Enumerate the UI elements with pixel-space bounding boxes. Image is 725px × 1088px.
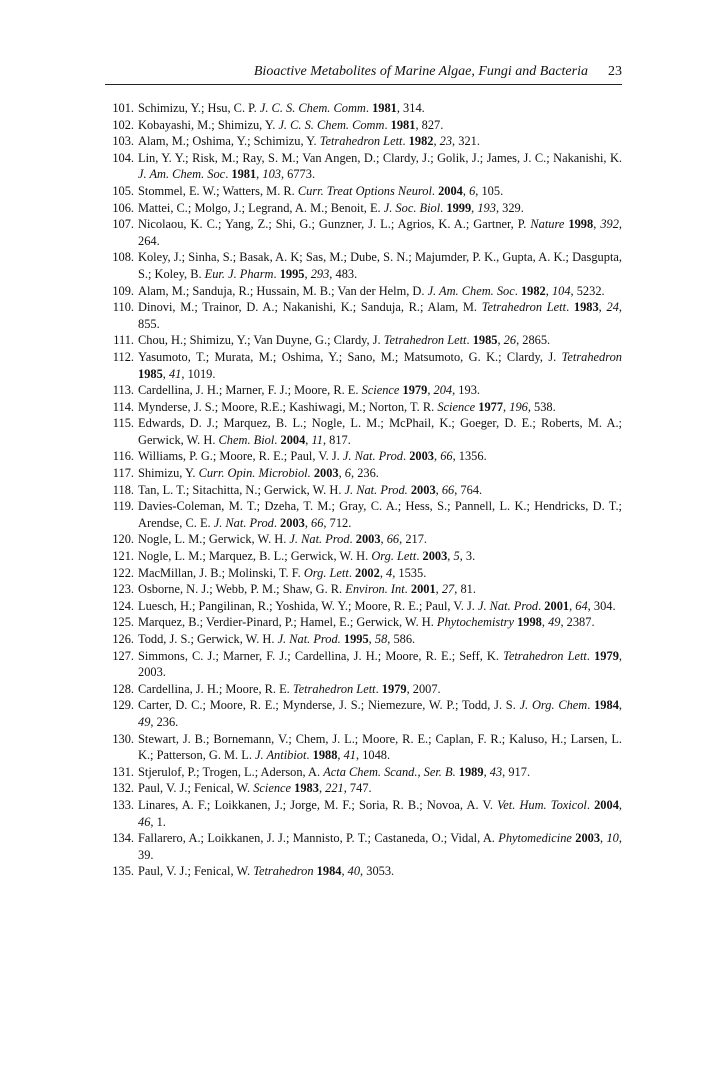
- reference-italic-text: 41: [343, 748, 356, 763]
- reference-italic-text: J. C. S. Chem. Comm: [278, 117, 385, 132]
- reference-bold-text: 2003: [313, 466, 339, 481]
- reference-number: 129.: [112, 698, 134, 713]
- reference-italic-text: Tetrahedron: [253, 864, 314, 879]
- reference-text: Carter, D. C.; Moore, R. E.; Mynderse, J. S.; Niemezure, W. P.; Todd, J. S.: [138, 698, 520, 713]
- reference-number: 121.: [112, 549, 134, 564]
- reference-item: [105, 415, 622, 448]
- reference-text: , 193.: [452, 383, 480, 398]
- reference-italic-text: 5: [453, 549, 460, 564]
- reference-text: , 3.: [459, 549, 476, 564]
- reference-text: , 2865.: [516, 333, 551, 348]
- reference-item: [105, 697, 622, 730]
- reference-number: 127.: [112, 648, 134, 663]
- reference-italic-text: 392: [600, 217, 619, 232]
- reference-italic-text: Curr. Opin. Microbiol.: [198, 466, 311, 481]
- reference-number: 115.: [112, 416, 134, 431]
- reference-text: ,: [593, 217, 601, 232]
- reference-italic-text: Vet. Hum. Toxicol: [497, 797, 587, 812]
- reference-italic-text: Tetrahedron Lett: [292, 681, 376, 696]
- reference-bold-text: 1985: [472, 333, 498, 348]
- reference-item: [105, 731, 622, 764]
- reference-italic-text: J. Nat. Prod.: [277, 632, 341, 646]
- reference-text: ,: [503, 399, 510, 414]
- reference-bold-text: 1988: [312, 748, 338, 763]
- reference-bold-text: 1982: [520, 283, 546, 298]
- reference-number: 124.: [112, 598, 134, 613]
- reference-text: , 2003.: [138, 648, 622, 680]
- reference-text: , 712.: [323, 515, 352, 530]
- reference-text: .: [586, 797, 595, 812]
- reference-item: [105, 283, 622, 300]
- reference-text: , 855.: [138, 300, 622, 331]
- reference-bold-text: 2001: [410, 582, 436, 597]
- reference-italic-text: 193: [477, 200, 496, 215]
- reference-item: [105, 863, 622, 880]
- reference-bold-text: 1995: [343, 632, 369, 646]
- reference-italic-text: Chem. Biol: [218, 432, 275, 447]
- reference-text: ,: [435, 582, 442, 597]
- reference-text: .: [566, 300, 574, 315]
- reference-text: .: [349, 532, 356, 547]
- reference-text: , 483.: [329, 266, 358, 281]
- reference-item: [105, 133, 622, 150]
- reference-bold-text: 2003: [280, 515, 305, 530]
- reference-italic-text: 26: [503, 333, 517, 348]
- reference-text: , 2387.: [560, 615, 595, 630]
- reference-item: [105, 448, 622, 465]
- reference-number: 123.: [112, 582, 134, 597]
- reference-bold-text: 1981: [231, 167, 257, 182]
- reference-item: [105, 117, 622, 134]
- page-number: 23: [608, 64, 622, 79]
- reference-text: Nicolaou, K. C.; Yang, Z.; Shi, G.; Gunzner, J. L.; Agrios, K. A.; Gartner, P.: [138, 217, 531, 232]
- reference-text: , 2007.: [406, 681, 441, 696]
- reference-italic-text: 204: [433, 383, 453, 398]
- reference-text: .: [384, 117, 391, 132]
- reference-italic-text: Org. Lett: [371, 549, 417, 564]
- reference-text: Alam, M.; Oshima, Y.; Schimizu, Y.: [138, 134, 320, 149]
- reference-text: , 304.: [587, 598, 616, 613]
- reference-number: 128.: [112, 681, 134, 696]
- reference-number: 132.: [112, 781, 134, 796]
- reference-number: 106.: [112, 200, 134, 215]
- reference-text: Edwards, D. J.; Marquez, B. L.; Nogle, L. M.; McPhail, K.; Goeger, D. E.; Roberts, M. A.; Gerwick, W. H.: [138, 416, 622, 447]
- reference-number: 119.: [112, 499, 134, 514]
- reference-bold-text: 1979: [594, 648, 619, 663]
- reference-text: Mattei, C.; Molgo, J.; Legrand, A. M.; Benoit, E.: [138, 200, 384, 215]
- reference-text: ,: [434, 449, 441, 464]
- reference-italic-text: Phytochemistry: [436, 615, 514, 630]
- reference-item: [105, 332, 622, 349]
- reference-number: 131.: [112, 764, 134, 779]
- reference-italic-text: 221: [325, 781, 344, 796]
- reference-italic-text: J. Nat. Prod: [289, 532, 350, 547]
- reference-item: [105, 780, 622, 797]
- reference-text: Lin, Y. Y.; Risk, M.; Ray, S. M.; Van Angen, D.; Clardy, J.; Golik, J.; James, J. C.; Nakanishi, K.: [138, 150, 622, 165]
- reference-text: ,: [304, 266, 311, 281]
- reference-italic-text: J. Am. Chem. Soc: [427, 283, 515, 298]
- reference-text: ,: [598, 300, 607, 315]
- reference-bold-text: 1979: [381, 681, 407, 696]
- reference-italic-text: 66: [386, 532, 400, 547]
- reference-number: 105.: [112, 183, 134, 198]
- reference-italic-text: 41: [168, 366, 182, 381]
- reference-text: Paul, V. J.; Fenical, W.: [138, 781, 254, 796]
- reference-bold-text: 2004: [438, 183, 463, 198]
- reference-bold-text: 1982: [408, 134, 434, 149]
- reference-text: ,: [483, 764, 490, 779]
- reference-text: ,: [462, 183, 470, 198]
- reference-text: ,: [569, 598, 576, 613]
- reference-number: 101.: [112, 101, 134, 115]
- reference-text: ,: [341, 864, 348, 879]
- reference-text: ,: [433, 134, 440, 149]
- reference-number: 130.: [112, 731, 134, 746]
- reference-italic-text: 10: [606, 831, 619, 846]
- reference-text: .: [273, 515, 281, 530]
- reference-text: Davies-Coleman, M. T.; Dzeha, T. M.; Gray, C. A.; Hess, S.; Pannell, L. K.; Hendricks, D. T.; Arendse, C. E.: [138, 499, 622, 530]
- reference-bold-text: 1989: [458, 764, 484, 779]
- reference-text: Nogle, L. M.; Marquez, B. L.; Gerwick, W. H.: [138, 549, 372, 564]
- reference-text: , 764.: [454, 482, 483, 497]
- reference-text: Yasumoto, T.; Murata, M.; Oshima, Y.; Sano, M.; Matsumoto, G. K.; Clardy, J.: [138, 349, 562, 364]
- reference-list: [105, 100, 622, 880]
- reference-italic-text: Tetrahedron: [561, 349, 622, 364]
- reference-item: [105, 498, 622, 531]
- reference-text: Marquez, B.; Verdier-Pinard, P.; Hamel, E.; Gerwick, W. H.: [138, 615, 437, 630]
- reference-bold-text: 2002: [355, 565, 380, 580]
- reference-bold-text: 1983: [294, 781, 319, 796]
- reference-text: .: [273, 266, 280, 281]
- reference-item: [105, 382, 622, 399]
- reference-italic-text: Tetrahedron Lett: [383, 333, 467, 348]
- reference-number: 120.: [112, 532, 134, 547]
- reference-italic-text: 66: [441, 482, 455, 497]
- reference-text: ,: [162, 366, 169, 381]
- reference-text: , 917.: [502, 764, 531, 779]
- reference-item: [105, 764, 622, 781]
- reference-text: , 81.: [454, 582, 476, 597]
- reference-text: Stewart, J. B.; Bornemann, V.; Chem, J. L.; Moore, R. E.; Caplan, F. R.; Kaluso, H.; Larsen, L. K.; Patterson, G. M. L.: [138, 731, 622, 763]
- reference-bold-text: 1984: [316, 864, 342, 879]
- reference-italic-text: 6: [344, 466, 351, 481]
- reference-text: ,: [318, 781, 326, 796]
- reference-bold-text: 1985: [138, 366, 163, 381]
- reference-item: [105, 200, 622, 217]
- reference-italic-text: Tetrahedron Lett: [319, 134, 403, 149]
- reference-item: [105, 531, 622, 548]
- reference-item: [105, 299, 622, 332]
- reference-text: , 1048.: [356, 748, 391, 763]
- reference-italic-text: 11: [311, 432, 323, 447]
- reference-italic-text: 24: [606, 300, 619, 315]
- reference-text: .: [514, 283, 521, 298]
- reference-number: 112.: [112, 349, 134, 364]
- reference-bold-text: 1998: [568, 217, 594, 232]
- reference-text: Mynderse, J. S.; Moore, R.E.; Kashiwagi, M.; Norton, T. R.: [138, 399, 438, 414]
- reference-text: .: [466, 333, 473, 348]
- reference-item: [105, 614, 622, 631]
- reference-text: ,: [600, 831, 607, 846]
- reference-number: 110.: [112, 300, 134, 315]
- reference-bold-text: 1995: [279, 266, 305, 281]
- reference-bold-text: 1998: [517, 615, 542, 630]
- reference-item: [105, 830, 622, 863]
- reference-italic-text: Science: [253, 781, 292, 796]
- reference-text: ,: [337, 748, 344, 763]
- reference-number: 133.: [112, 797, 134, 812]
- reference-italic-text: 58: [374, 632, 388, 646]
- reference-text: .: [375, 681, 382, 696]
- reference-text: Tan, L. T.; Sitachitta, N.; Gerwick, W. H.: [138, 482, 345, 497]
- reference-text: .: [538, 598, 545, 613]
- reference-bold-text: 1999: [446, 200, 472, 215]
- reference-item: [105, 249, 622, 282]
- reference-italic-text: Tetrahedron Lett: [481, 300, 567, 315]
- reference-text: ,: [435, 482, 442, 497]
- reference-italic-text: J. C. S. Chem. Comm: [259, 101, 366, 115]
- reference-text: , 105.: [475, 183, 504, 198]
- reference-text: , 827.: [415, 117, 444, 132]
- reference-item: [105, 216, 622, 249]
- reference-bold-text: 2003: [410, 482, 436, 497]
- reference-text: Simmons, C. J.; Marner, F. J.; Cardellina, J. H.; Moore, R. E.; Seff, K.: [138, 648, 504, 663]
- reference-text: ,: [304, 515, 312, 530]
- reference-italic-text: J. Org. Chem: [519, 698, 588, 713]
- reference-text: , 586.: [387, 632, 416, 646]
- reference-item: [105, 100, 622, 117]
- reference-text: ,: [447, 549, 454, 564]
- reference-number: 103.: [112, 134, 134, 149]
- reference-text: Chou, H.; Shimizu, Y.; Van Duyne, G.; Clardy, J.: [138, 333, 384, 348]
- reference-italic-text: J. Nat. Prod.: [344, 482, 408, 497]
- reference-italic-text: 27: [441, 582, 455, 597]
- reference-text: ,: [427, 383, 434, 398]
- reference-bold-text: 1981: [390, 117, 416, 132]
- reference-italic-text: 40: [347, 864, 361, 879]
- reference-number: 116.: [112, 449, 134, 464]
- reference-text: ,: [379, 565, 387, 580]
- reference-text: Cardellina, J. H.; Marner, F. J.; Moore, R. E.: [138, 383, 362, 398]
- reference-italic-text: 4: [386, 565, 393, 580]
- reference-italic-text: 64: [575, 598, 588, 613]
- reference-item: [105, 581, 622, 598]
- reference-text: ,: [305, 432, 312, 447]
- reference-text: ,: [618, 797, 622, 812]
- reference-text: ,: [541, 615, 549, 630]
- reference-number: 102.: [112, 117, 134, 132]
- reference-italic-text: 6: [469, 183, 476, 198]
- reference-item: [105, 797, 622, 830]
- reference-text: Koley, J.; Sinha, S.; Basak, A. K; Sas, M.; Dube, S. N.; Majumder, P. K., Gupta, A. K.; Dasgupta, S.; Koley, B.: [138, 250, 622, 281]
- reference-italic-text: J. Nat. Prod: [342, 449, 404, 464]
- reference-text: Shimizu, Y.: [138, 466, 199, 481]
- reference-text: Cardellina, J. H.; Moore, R. E.: [138, 681, 293, 696]
- reference-italic-text: Science: [361, 383, 400, 398]
- reference-number: 107.: [112, 217, 134, 232]
- reference-text: , 217.: [399, 532, 428, 547]
- reference-item: [105, 681, 622, 698]
- reference-italic-text: J. Nat. Prod: [477, 598, 539, 613]
- reference-item: [105, 349, 622, 382]
- reference-number: 111.: [113, 333, 134, 348]
- reference-item: [105, 548, 622, 565]
- reference-number: 114.: [112, 399, 134, 414]
- reference-text: Luesch, H.; Pangilinan, R.; Yoshida, W. Y.; Moore, R. E.; Paul, V. J.: [138, 598, 478, 613]
- reference-number: 122.: [112, 565, 134, 580]
- reference-text: , 6773.: [280, 167, 316, 182]
- reference-italic-text: 66: [311, 515, 324, 530]
- reference-item: [105, 648, 622, 681]
- reference-bold-text: 1981: [372, 101, 397, 115]
- reference-text: , 3053.: [360, 864, 395, 879]
- reference-text: .: [225, 167, 232, 182]
- reference-italic-text: J. Nat. Prod: [213, 515, 274, 530]
- reference-bold-text: 1983: [573, 300, 599, 315]
- reference-item: [105, 150, 622, 183]
- reference-bold-text: 1979: [402, 383, 428, 398]
- running-title: Bioactive Metabolites of Marine Algae, Fungi and Bacteria: [253, 64, 588, 79]
- reference-text: , 1356.: [452, 449, 487, 464]
- reference-text: , 321.: [452, 134, 480, 149]
- reference-bold-text: 2003: [409, 449, 434, 464]
- reference-text: Todd, J. S.; Gerwick, W. H.: [138, 632, 278, 646]
- reference-text: ,: [256, 167, 263, 182]
- reference-text: ,: [497, 333, 504, 348]
- reference-italic-text: Environ. Int: [345, 582, 405, 597]
- reference-italic-text: Nature: [530, 217, 565, 232]
- reference-item: [105, 598, 622, 615]
- reference-number: 109.: [112, 283, 134, 298]
- reference-item: [105, 183, 622, 200]
- reference-text: Linares, A. F.; Loikkanen, J.; Jorge, M. F.; Soria, R. B.; Novoa, A. V.: [138, 797, 498, 812]
- reference-bold-text: 2003: [422, 549, 448, 564]
- reference-italic-text: Eur. J. Pharm: [204, 266, 274, 281]
- reference-text: .: [586, 648, 595, 663]
- reference-text: , 538.: [527, 399, 556, 414]
- reference-italic-text: Phytomedicine: [498, 831, 572, 846]
- reference-italic-text: 104: [551, 283, 571, 298]
- reference-text: , 1019.: [181, 366, 216, 381]
- reference-italic-text: 49: [548, 615, 561, 630]
- reference-text: Nogle, L. M.; Gerwick, W. H.: [138, 532, 290, 547]
- reference-italic-text: Org. Lett: [303, 565, 349, 580]
- reference-text: Stommel, E. W.; Watters, M. R.: [138, 183, 298, 198]
- reference-text: ,: [380, 532, 387, 547]
- reference-text: ,: [471, 200, 478, 215]
- reference-number: 108.: [112, 250, 134, 265]
- reference-italic-text: 43: [489, 764, 503, 779]
- reference-text: ,: [545, 283, 552, 298]
- reference-text: Stjerulof, P.; Trogen, L.; Aderson, A.: [138, 764, 324, 779]
- reference-italic-text: J. Soc. Biol: [383, 200, 441, 215]
- reference-number: 104.: [112, 150, 134, 165]
- reference-number: 134.: [112, 831, 134, 846]
- reference-bold-text: 2003: [355, 532, 381, 547]
- reference-text: , 314.: [396, 101, 425, 115]
- reference-text: Schimizu, Y.; Hsu, C. P.: [138, 101, 260, 115]
- reference-text: Kobayashi, M.; Shimizu, Y.: [138, 117, 279, 132]
- reference-text: , 264.: [138, 217, 623, 248]
- reference-italic-text: 23: [439, 134, 453, 149]
- reference-text: Dinovi, M.; Trainor, D. A.; Nakanishi, K.; Sanduja, R.; Alam, M.: [138, 300, 482, 315]
- reference-text: .: [274, 432, 281, 447]
- reference-text: .: [403, 449, 410, 464]
- reference-text: ,: [338, 466, 345, 481]
- reference-number: 113.: [112, 383, 134, 398]
- reference-text: , 817.: [322, 432, 351, 447]
- reference-text: ,: [618, 698, 622, 713]
- reference-number: 125.: [112, 615, 134, 630]
- reference-italic-text: 66: [440, 449, 453, 464]
- reference-italic-text: Science: [437, 399, 476, 414]
- reference-text: , 329.: [495, 200, 524, 215]
- reference-bold-text: 1984: [594, 698, 619, 713]
- reference-number: 117.: [112, 466, 134, 481]
- reference-number: 135.: [112, 864, 134, 879]
- reference-text: , 747.: [343, 781, 372, 796]
- reference-text: .: [416, 549, 423, 564]
- reference-italic-text: 46: [138, 814, 151, 829]
- reference-text: , 39.: [138, 831, 622, 862]
- reference-number: 118.: [112, 482, 134, 497]
- reference-italic-text: Acta Chem. Scand., Ser. B.: [323, 764, 456, 779]
- reference-item: [105, 465, 622, 482]
- reference-item: [105, 399, 622, 416]
- reference-text: , 236.: [351, 466, 379, 481]
- reference-text: Alam, M.; Sanduja, R.; Hussain, M. B.; Van der Helm, D.: [138, 283, 428, 298]
- reference-text: .: [404, 582, 411, 597]
- reference-bold-text: 2001: [544, 598, 570, 613]
- reference-italic-text: 293: [310, 266, 330, 281]
- reference-bold-text: 2004: [594, 797, 619, 812]
- reference-item: [105, 631, 622, 648]
- reference-text: .: [306, 748, 313, 763]
- reference-item: [105, 565, 622, 582]
- reference-text: , 5232.: [570, 283, 605, 298]
- reference-text: Paul, V. J.; Fenical, W.: [138, 864, 254, 879]
- reference-italic-text: J. Am. Chem. Soc: [138, 167, 226, 182]
- reference-italic-text: 103: [262, 167, 281, 182]
- reference-italic-text: J. Antibiot: [255, 748, 307, 763]
- reference-text: , 236.: [150, 714, 179, 729]
- reference-text: MacMillan, J. B.; Molinski, T. F.: [138, 565, 304, 580]
- reference-text: , 1.: [150, 814, 166, 829]
- reference-text: .: [431, 183, 439, 198]
- reference-text: Williams, P. G.; Moore, R. E.; Paul, V. J.: [138, 449, 343, 464]
- reference-bold-text: 2003: [575, 831, 601, 846]
- reference-text: .: [365, 101, 373, 115]
- running-header: [105, 62, 622, 85]
- reference-text: .: [440, 200, 447, 215]
- reference-number: 126.: [112, 632, 134, 646]
- reference-text: Osborne, N. J.; Webb, P. M.; Shaw, G. R.: [138, 582, 346, 597]
- reference-italic-text: 196: [509, 399, 528, 414]
- reference-italic-text: 49: [138, 714, 151, 729]
- reference-text: .: [348, 565, 356, 580]
- reference-italic-text: Tetrahedron Lett: [503, 648, 587, 663]
- reference-text: .: [402, 134, 409, 149]
- reference-item: [105, 482, 622, 499]
- reference-text: Fallarero, A.; Loikkanen, J. J.; Mannisto, P. T.; Castaneda, O.; Vidal, A.: [138, 831, 499, 846]
- reference-italic-text: Curr. Treat Options Neurol: [297, 183, 432, 198]
- reference-bold-text: 1977: [478, 399, 504, 414]
- reference-text: , 1535.: [392, 565, 427, 580]
- reference-text: ,: [368, 632, 375, 646]
- reference-text: .: [587, 698, 595, 713]
- reference-bold-text: 2004: [280, 432, 306, 447]
